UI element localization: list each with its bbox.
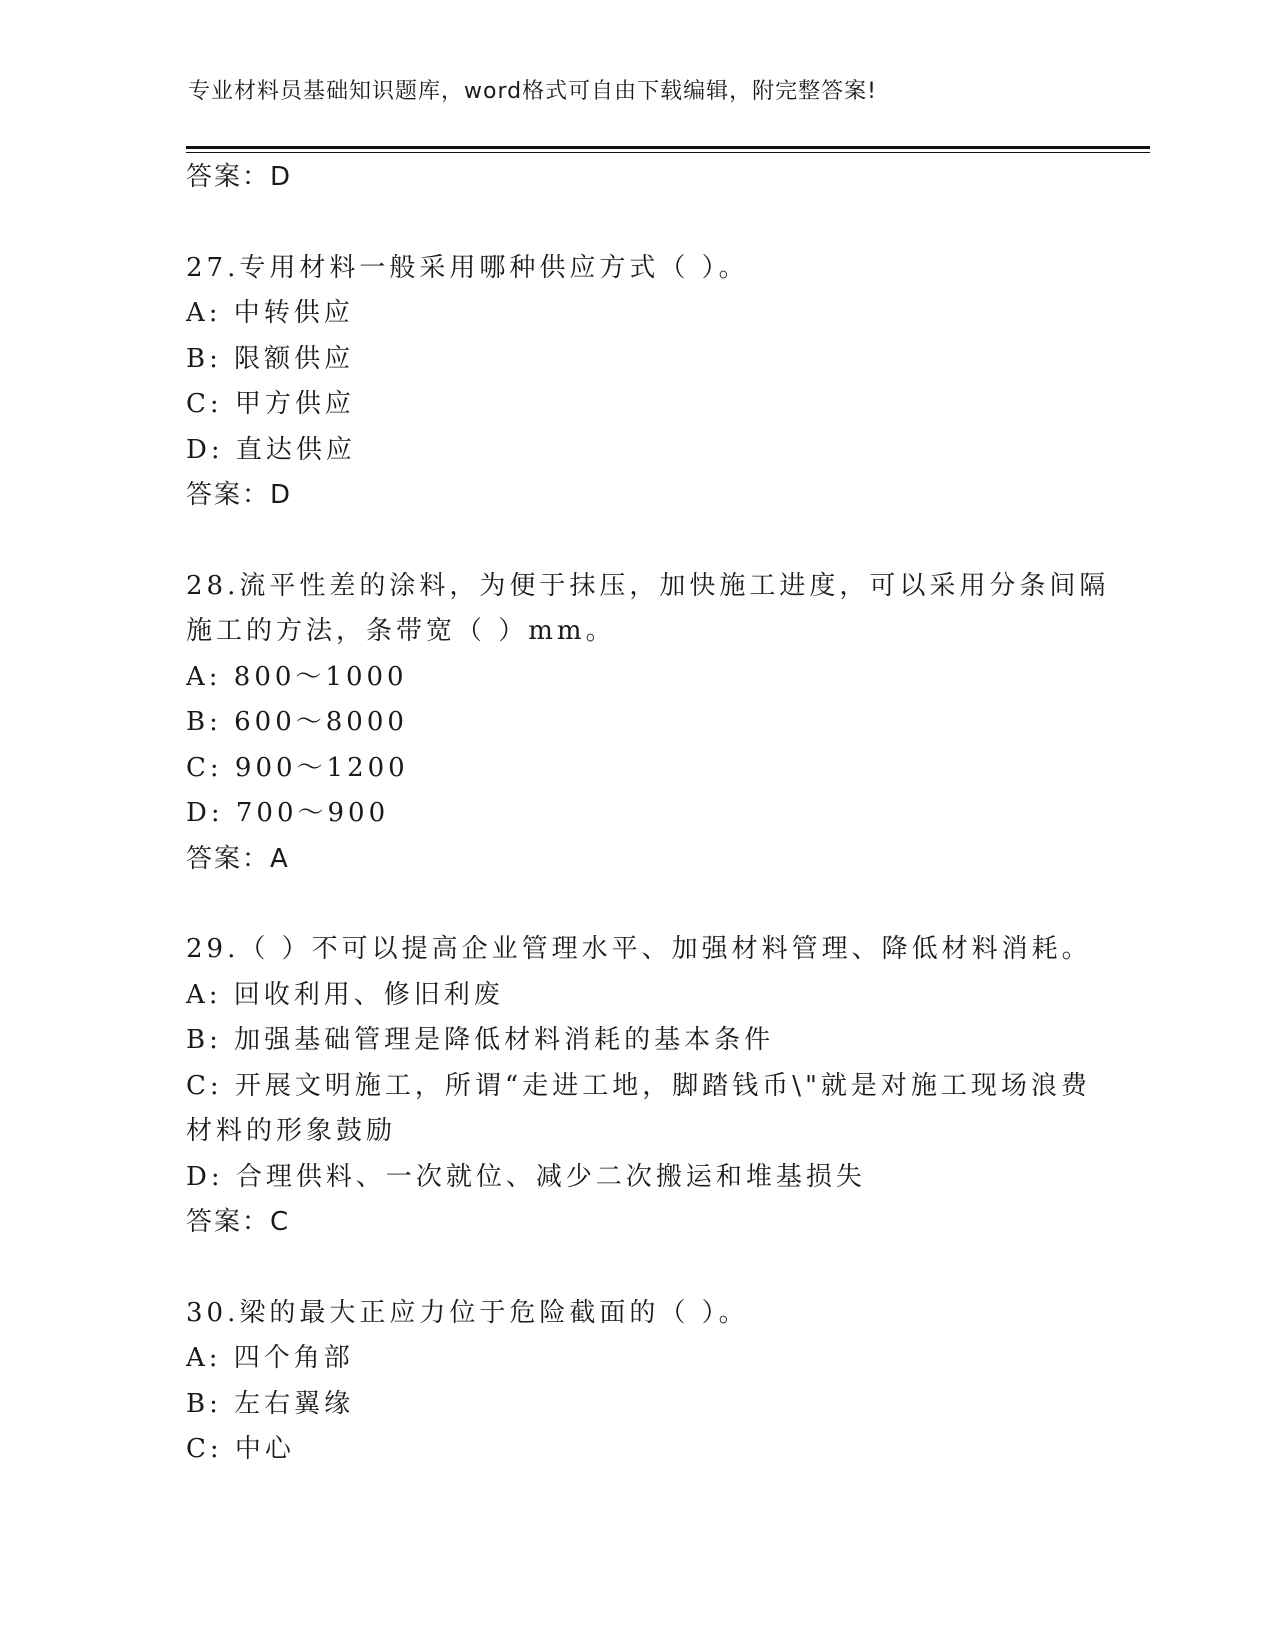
page-header: 专业材料员基础知识题库，word格式可自由下载编辑，附完整答案! (188, 79, 877, 104)
option-c-line-1: C: 开展文明施工，所谓“走进工地，脚踏钱币\"就是对施工现场浪费 (186, 1070, 1091, 1101)
option-a: A: 中转供应 (186, 298, 354, 328)
option-d: D: 合理供料、一次就位、减少二次搬运和堆基损失 (186, 1161, 866, 1192)
option-c: C: 900～1200 (186, 752, 409, 783)
option-a: A: 800～1000 (186, 661, 408, 692)
question-28 (186, 564, 1110, 883)
question-30 (186, 1291, 1086, 1473)
option-b: B: 左右翼缘 (186, 1388, 355, 1419)
option-c: C: 甲方供应 (186, 389, 355, 419)
option-c: C: 中心 (186, 1434, 295, 1464)
question-stem-line-1: 28.流平性差的涂料，为便于抹压，加快施工进度，可以采用分条间隔 (186, 570, 1110, 601)
question-stem: 27.专用材料一般采用哪种供应方式（ ）。 (186, 252, 749, 283)
header-rule (186, 146, 1150, 149)
option-a: A: 四个角部 (186, 1343, 354, 1373)
question-29 (186, 927, 1092, 1246)
option-b: B: 加强基础管理是降低材料消耗的基本条件 (186, 1025, 775, 1055)
question-27 (186, 246, 1086, 519)
option-d: D: 直达供应 (186, 434, 356, 465)
option-b: B: 600～8000 (186, 707, 408, 737)
question-stem-line-2: 施工的方法，条带宽（ ）mm。 (186, 616, 616, 646)
option-a: A: 回收利用、修旧利废 (186, 979, 504, 1010)
question-stem: 30.梁的最大正应力位于危险截面的（ ）。 (186, 1297, 749, 1328)
answer-26: 答案：D (186, 162, 293, 192)
answer: 答案：C (186, 1207, 291, 1237)
answer: 答案：D (186, 480, 293, 510)
answer: 答案：A (186, 843, 290, 874)
question-stem: 29.（ ）不可以提高企业管理水平、加强材料管理、降低材料消耗。 (186, 934, 1092, 964)
header-rule-thin (186, 152, 1150, 153)
option-c-line-2: 材料的形象鼓励 (186, 1116, 397, 1146)
option-d: D: 700～900 (186, 798, 390, 828)
document-body (186, 155, 1110, 1473)
option-b: B: 限额供应 (186, 343, 355, 374)
